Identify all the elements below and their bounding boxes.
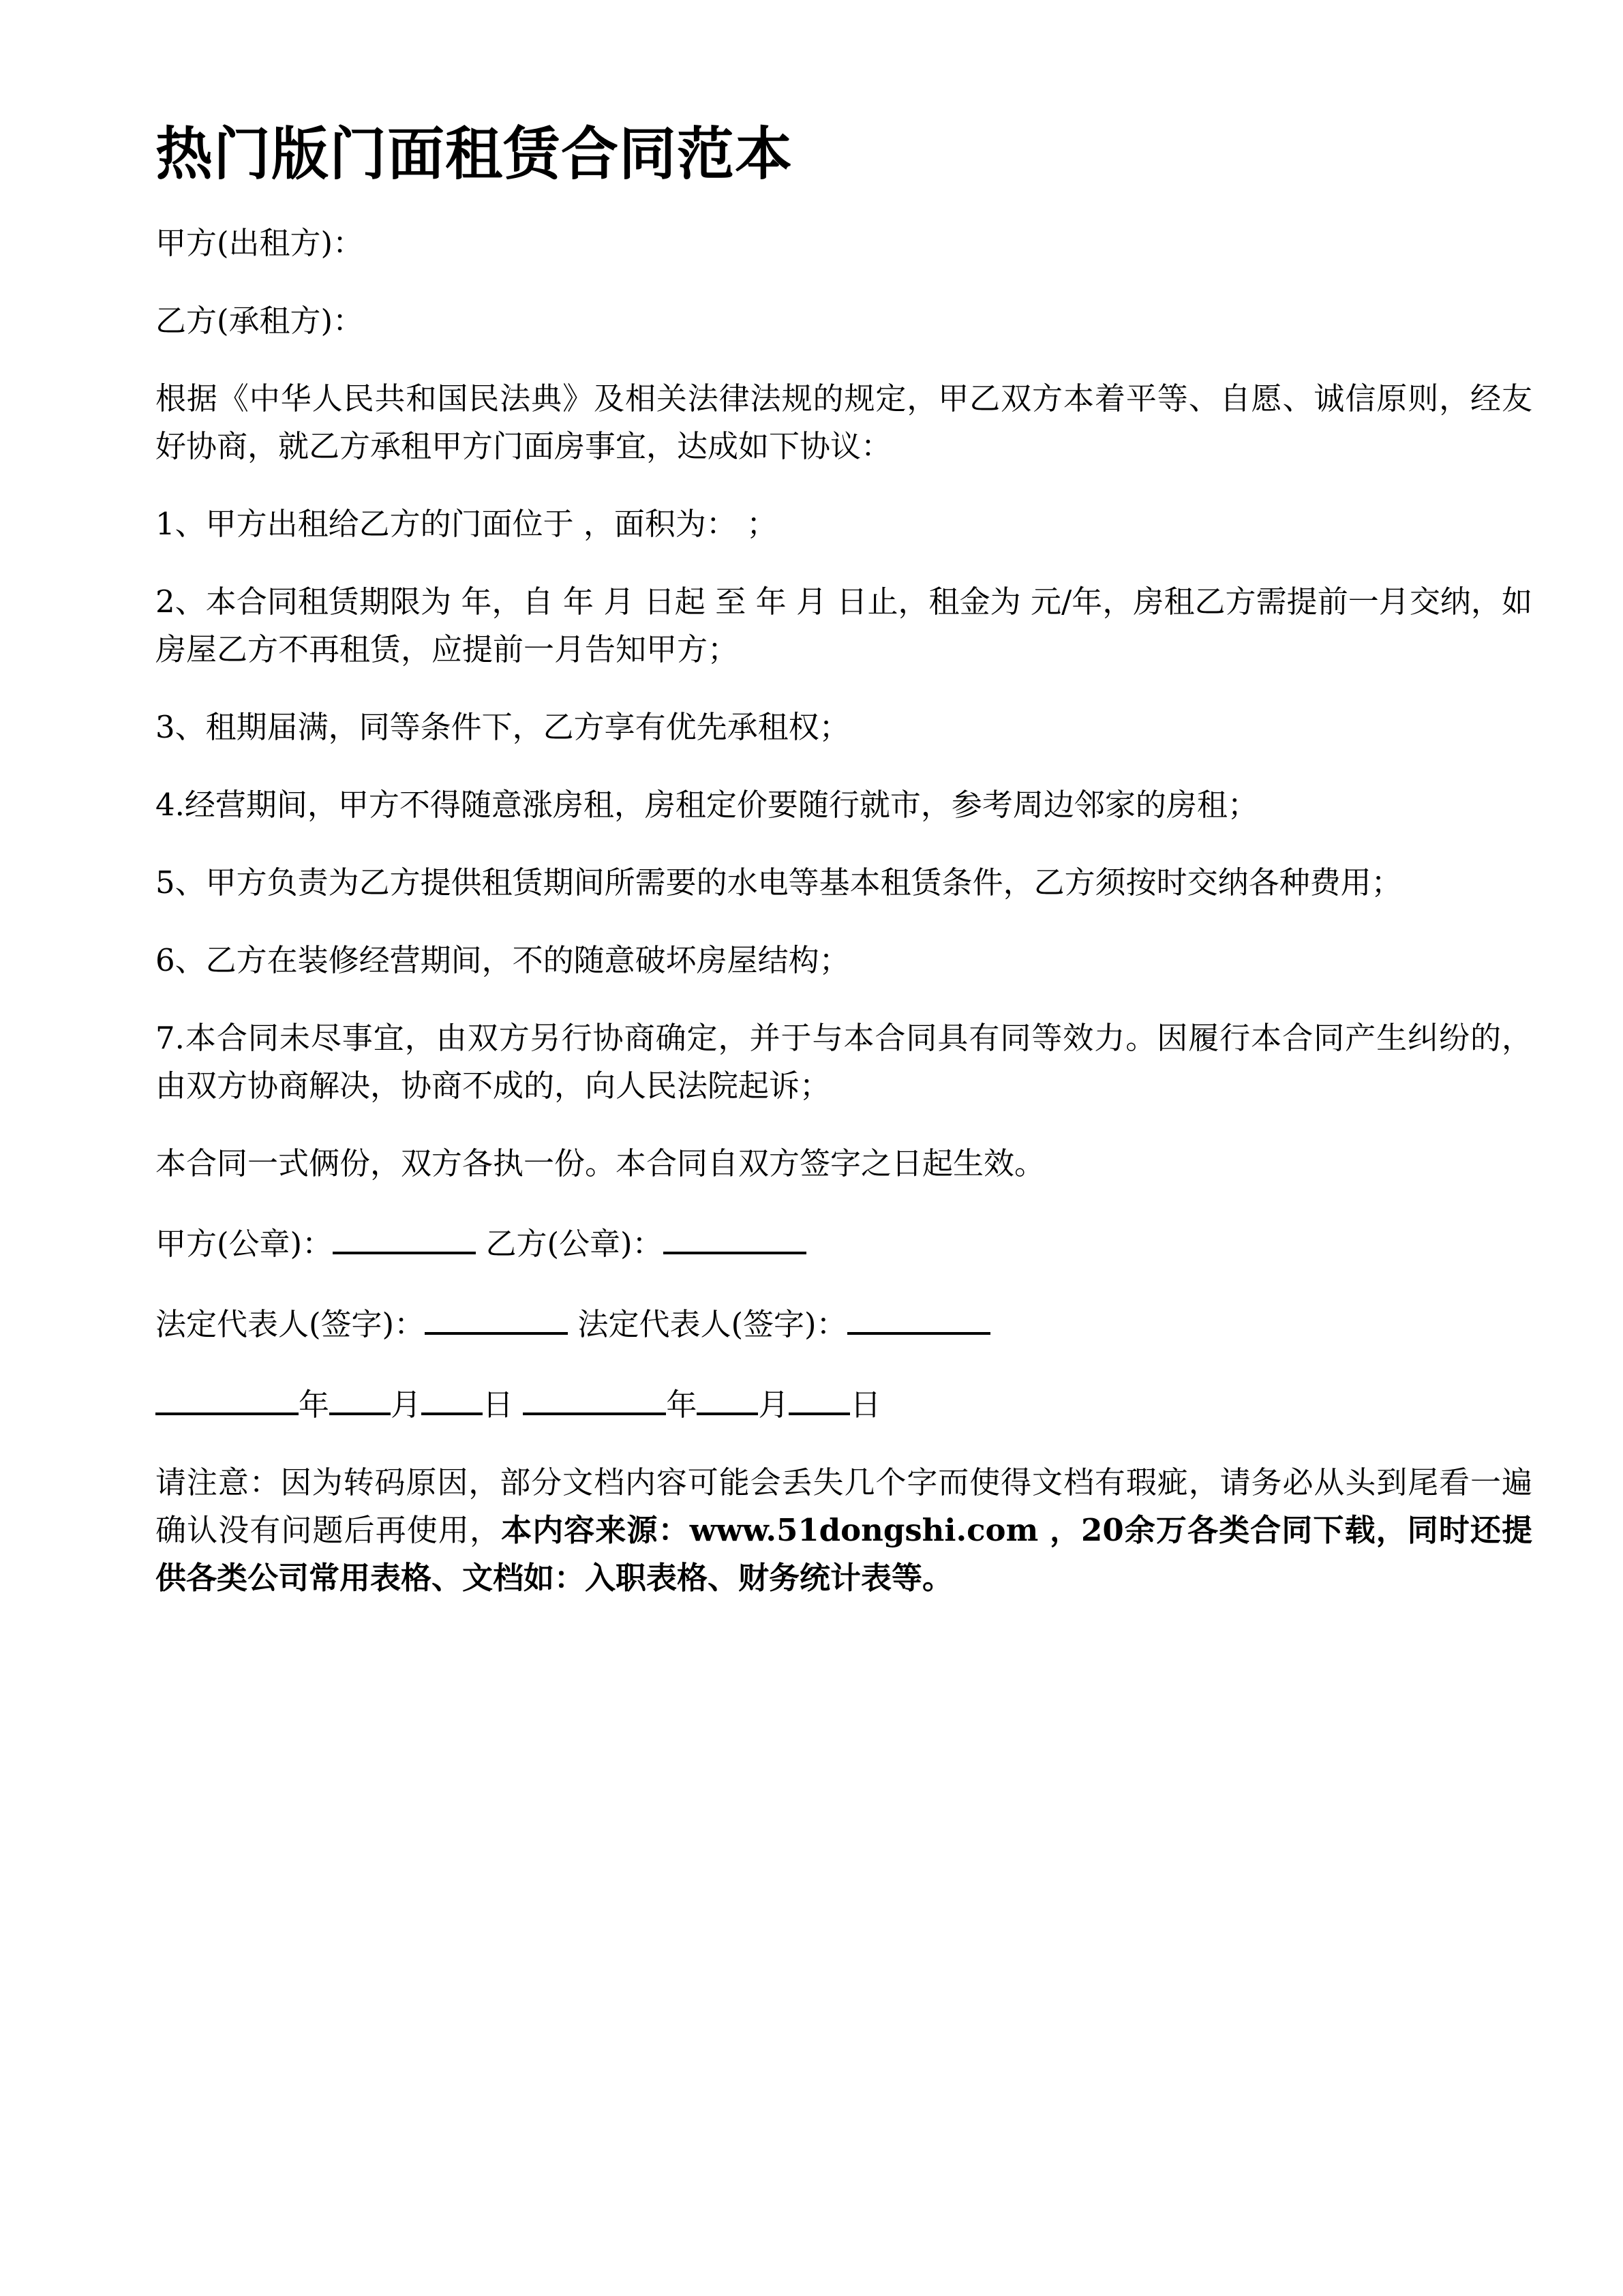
rep-a-blank <box>425 1298 568 1335</box>
clause-6: 6、乙方在装修经营期间，不的随意破坏房屋结构； <box>155 942 850 978</box>
seal-line <box>155 1218 1532 1268</box>
party-b-line: 乙方(承租方)： <box>155 303 364 339</box>
party-b-seal-label: 乙方(公章)： <box>485 1226 663 1262</box>
clause-1: 1、甲方出租给乙方的门面位于 ，面积为： ； <box>155 506 778 542</box>
date-line <box>155 1378 1532 1429</box>
date-a-year-label: 年 <box>299 1387 330 1423</box>
notice-paragraph <box>155 1459 1532 1602</box>
representative-line <box>155 1298 1532 1348</box>
date-b-year-blank <box>523 1378 666 1415</box>
intro-paragraph: 根据《中华人民共和国民法典》及相关法律法规的规定，甲乙双方本着平等、自愿、诚信原则，经友好协商，就乙方承租甲方门面房事宜，达成如下协议： <box>155 380 1532 464</box>
date-b-year-label: 年 <box>666 1387 697 1423</box>
date-b-month-blank <box>697 1378 758 1415</box>
party-a-seal-label: 甲方(公章)： <box>155 1226 333 1262</box>
date-a-day-label: 日 <box>483 1387 514 1423</box>
rep-b-blank <box>847 1298 990 1335</box>
document-body <box>155 116 1532 1602</box>
clause-3: 3、租期届满，同等条件下，乙方享有优先承租权； <box>155 709 850 745</box>
party-b-seal-blank <box>663 1218 806 1254</box>
date-a-month-label: 月 <box>391 1387 422 1423</box>
date-b-month-label: 月 <box>758 1387 789 1423</box>
clause-7: 7.本合同未尽事宜，由双方另行协商确定，并于与本合同具有同等效力。因履行本合同产生纠纷的，由双方协商解决，协商不成的，向人民法院起诉； <box>155 1020 1532 1104</box>
party-a-line: 甲方(出租方)： <box>155 225 364 261</box>
date-b-day-label: 日 <box>850 1387 881 1423</box>
clause-2: 2、本合同租赁期限为 年，自 年 月 日起 至 年 月 日止，租金为 元/年，房租乙方需提前一月交纳，如房屋乙方不再租赁，应提前一月告知甲方； <box>155 584 1532 667</box>
rep-a-label: 法定代表人(签字)： <box>155 1306 425 1342</box>
notice-normal-text: 请注意：因为转码原因，部分文档内容可能会丢失几个字而使得文档有瑕疵，请务必从头到尾看一遍确认没有问题后再使用， <box>155 1464 1532 1548</box>
clause-5: 5、甲方负责为乙方提供租赁期间所需要的水电等基本租赁条件，乙方须按时交纳各种费用； <box>155 864 1402 901</box>
rep-b-label: 法定代表人(签字)： <box>577 1306 847 1342</box>
date-b-day-blank <box>789 1378 850 1415</box>
notice-bold-text: 本内容来源：www.51dongshi.com ，20余万各类合同下载，同时还提供各类公司常用表格、文档如：入职表格、财务统计表等。 <box>155 1512 1532 1596</box>
copies-paragraph: 本合同一式俩份，双方各执一份。本合同自双方签字之日起生效。 <box>155 1145 1046 1181</box>
clause-4: 4.经营期间，甲方不得随意涨房租，房租定价要随行就市，参考周边邻家的房租； <box>155 787 1258 823</box>
party-a-seal-blank <box>333 1218 476 1254</box>
date-a-day-blank <box>421 1378 483 1415</box>
date-a-month-blank <box>329 1378 391 1415</box>
document-title: 热门版门面租赁合同范本 <box>155 121 793 187</box>
date-a-year-blank <box>155 1378 299 1415</box>
